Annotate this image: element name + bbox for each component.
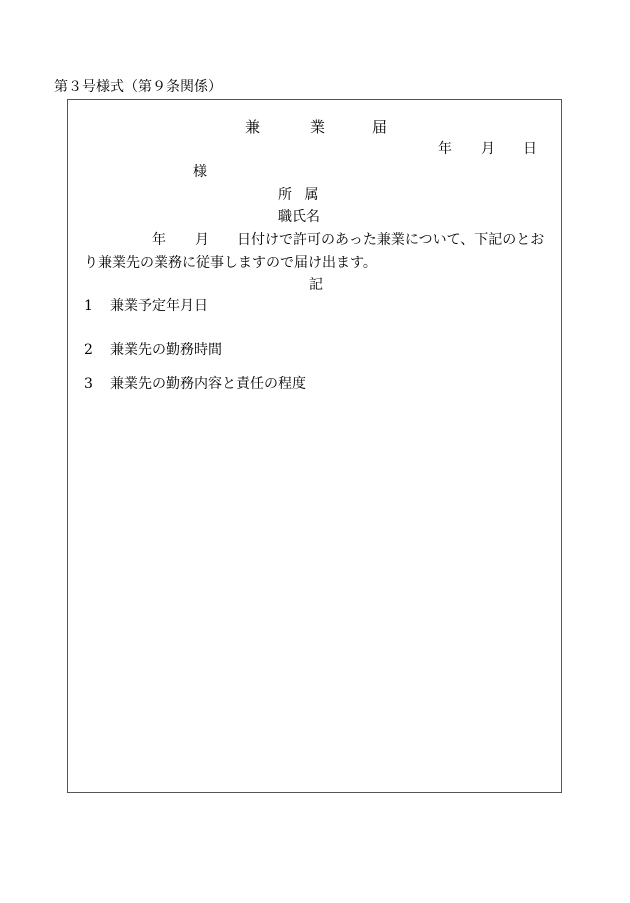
list-item: [84, 375, 306, 393]
addressee-suffix: 様: [193, 164, 207, 180]
date-year-label: 年: [438, 141, 452, 157]
body-line-1: 日付けで許可のあった兼業について、下記のとお: [237, 232, 545, 248]
title-char-3: 届: [372, 118, 388, 136]
date-month-label: 月: [481, 141, 495, 157]
list-item: [84, 341, 222, 359]
item-number: 2: [84, 342, 93, 358]
item-number: 3: [84, 376, 93, 392]
title-char-2: 業: [310, 118, 326, 136]
body-line-2: り兼業先の業務に従事しますので届け出ます。: [84, 255, 377, 271]
body-month-label: 月: [195, 232, 209, 248]
title-char-1: 兼: [245, 118, 261, 136]
item-label: 兼業先の勤務内容と責任の程度: [110, 376, 306, 392]
item-label: 兼業予定年月日: [110, 298, 208, 314]
document-title: [0, 118, 630, 138]
affiliation-label: 所 属: [278, 187, 323, 203]
name-label: 職氏名: [278, 209, 320, 225]
item-label: 兼業先の勤務時間: [110, 342, 222, 358]
form-number-label: 第３号様式（第９条関係）: [54, 79, 222, 95]
item-number: 1: [84, 298, 93, 314]
ki-label: 記: [309, 277, 323, 293]
submission-date: [0, 140, 630, 160]
list-item: [84, 297, 208, 315]
body-year-label: 年: [152, 232, 166, 248]
date-day-label: 日: [523, 141, 537, 157]
